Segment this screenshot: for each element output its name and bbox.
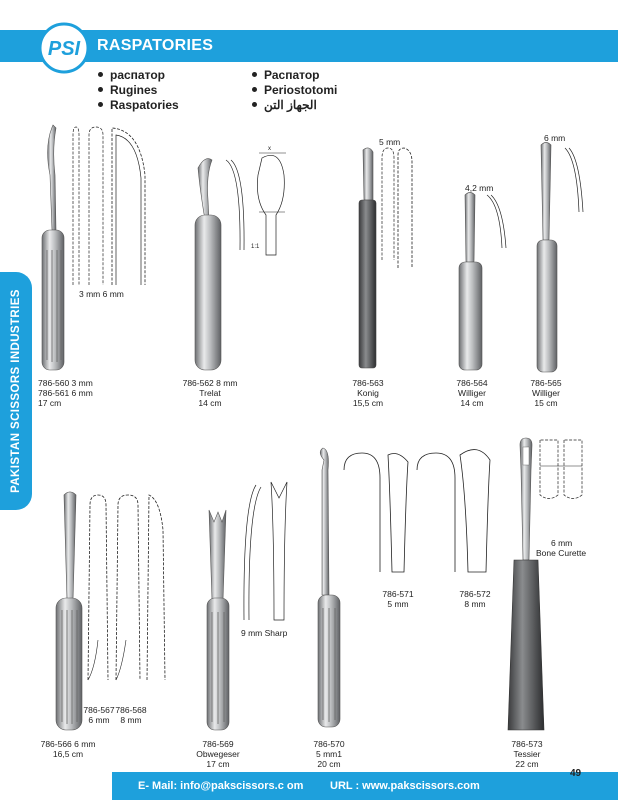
product-caption: 786-565 Williger 15 cm	[530, 378, 562, 408]
instrument-786-573	[508, 438, 582, 730]
product-caption: 786-572 8 mm	[459, 589, 491, 609]
dimension-label: 5 mm	[379, 137, 401, 147]
instrument-786-571-572	[344, 450, 490, 572]
language-item: الجهاز التن	[252, 98, 337, 113]
dimension-label: 4,2 mm	[465, 183, 494, 193]
product-caption: 786-562 8 mm Trelat 14 cm	[182, 378, 238, 408]
product-caption: 786-568 8 mm	[115, 705, 147, 725]
instrument-786-569	[207, 482, 287, 730]
logo-text: PSI	[47, 38, 81, 60]
product-caption: 786-573 Tessier 22 cm	[511, 739, 543, 769]
instrument-786-566	[56, 492, 82, 730]
product-caption: 786-566 6 mm 16,5 cm	[40, 739, 96, 759]
language-item: Periostotomi	[252, 83, 337, 98]
product-caption: 786-569 Obwegeser 17 cm	[196, 739, 240, 769]
page-title: RASPATORIES	[97, 37, 214, 54]
language-item: Raspatories	[98, 98, 179, 113]
page-number: 49	[570, 768, 582, 779]
ratio-label: 1:1	[251, 244, 260, 250]
instrument-786-567-568	[88, 495, 165, 680]
product-caption: 786-560 3 mm 786-561 6 mm 17 cm	[38, 378, 93, 408]
language-item: Распатор	[252, 68, 337, 83]
instrument-786-564	[459, 193, 506, 371]
product-caption: 786-564 Williger 14 cm	[456, 378, 488, 408]
product-caption: 786-571 5 mm	[382, 589, 414, 609]
product-caption: 786-563 Konig 15,5 cm	[352, 378, 384, 408]
instrument-786-562	[195, 153, 286, 370]
dimension-label: 6 mm	[544, 133, 566, 143]
instrument-786-563	[359, 148, 412, 368]
dimension-mark: x	[268, 146, 271, 152]
language-item: Rugines	[98, 83, 179, 98]
instrument-786-570	[318, 448, 340, 727]
instrument-786-560	[42, 125, 145, 370]
footer-url: URL : www.pakscissors.com	[330, 780, 480, 792]
footer-email: E- Mail: info@pakscissors.c om	[138, 780, 304, 792]
product-caption: 786-570 5 mm1 20 cm	[313, 739, 345, 769]
side-tab-text: PAKISTAN SCISSORS INDUSTRIES	[10, 289, 22, 493]
product-caption: 786-567 6 mm	[83, 705, 115, 725]
dimension-label: 6 mm	[551, 538, 573, 548]
dimension-label: 3 mm 6 mm	[79, 289, 124, 299]
language-item: распатор	[98, 68, 179, 83]
dimension-label: Bone Curette	[536, 548, 587, 558]
instrument-786-565	[537, 143, 583, 373]
dimension-label: 9 mm Sharp	[241, 628, 288, 638]
